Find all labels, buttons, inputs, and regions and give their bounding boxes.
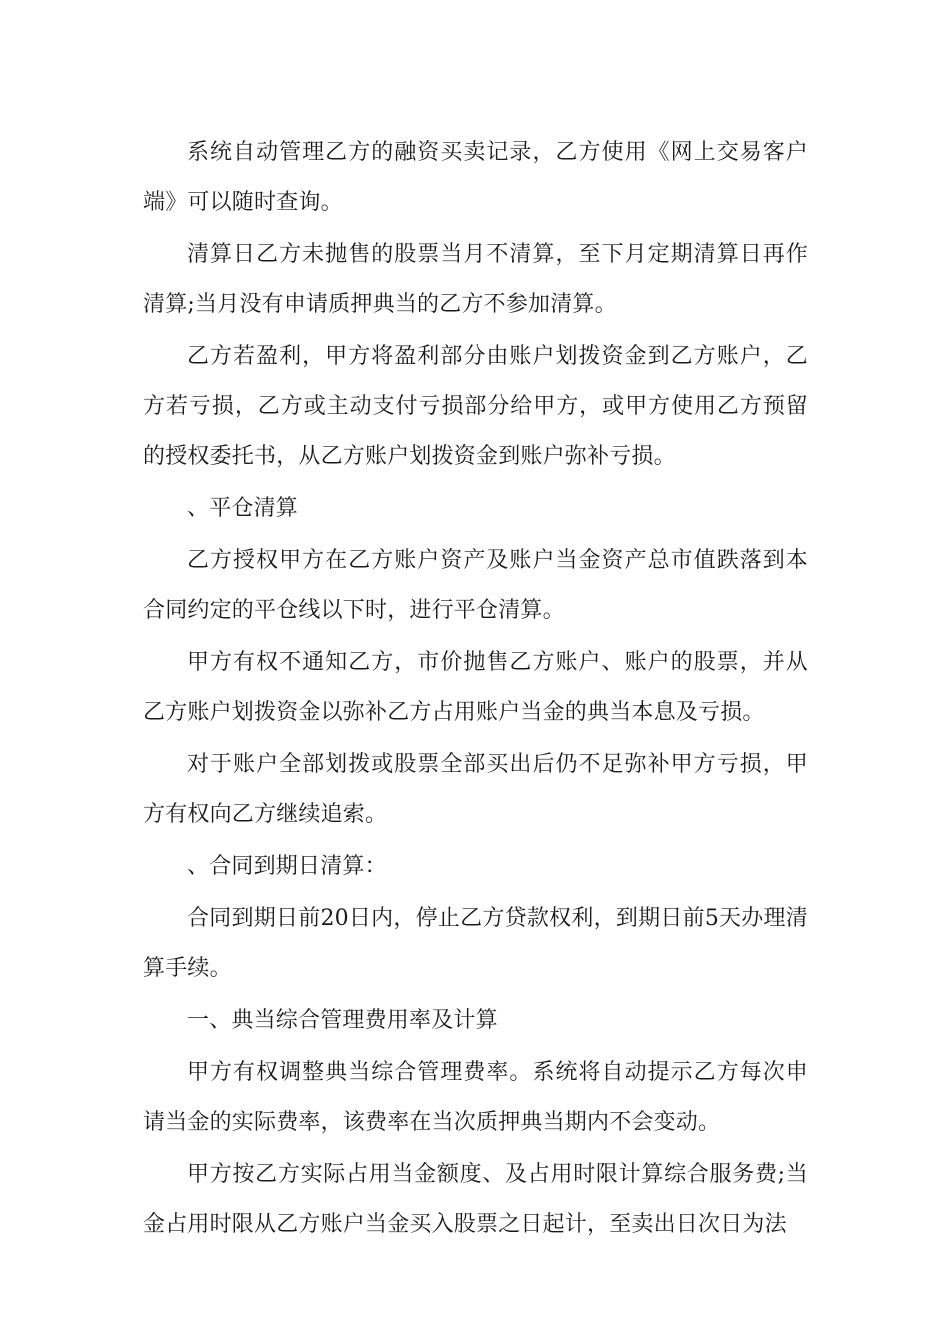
document-body [143, 128, 808, 1252]
section-heading-maturity: 、合同到期日清算： [187, 854, 387, 879]
paragraph-market-sale: 甲方有权不通知乙方，市价抛售乙方账户、账户的股票，并从乙方账户划拨资金以弥补乙方占用账户当金的典当本息及亏损。 [143, 650, 808, 725]
paragraph-settlement-day: 清算日乙方未抛售的股票当月不清算，至下月定期清算日再作清算;当月没有申请质押典当的乙方不参加清算。 [143, 242, 808, 317]
paragraph-recourse: 对于账户全部划拨或股票全部买出后仍不足弥补甲方亏损，甲方有权向乙方继续追索。 [143, 752, 808, 827]
paragraph-liquidation-authorization: 乙方授权甲方在乙方账户资产及账户当金资产总市值跌落到本合同约定的平仓线以下时，进行平仓清算。 [143, 548, 808, 623]
paragraph-profit-loss: 乙方若盈利，甲方将盈利部分由账户划拨资金到乙方账户，乙方若亏损，乙方或主动支付亏损部分给甲方，或甲方使用乙方预留的授权委托书，从乙方账户划拨资金到账户弥补亏损。 [143, 344, 808, 469]
paragraph-fee-calculation: 甲方按乙方实际占用当金额度、及占用时限计算综合服务费;当金占用时限从乙方账户当金买入股票之日起计，至卖出日次日为法 [143, 1162, 808, 1237]
section-heading-fee-rate: 一、典当综合管理费用率及计算 [187, 1008, 498, 1033]
section-heading-liquidation: 、平仓清算 [187, 496, 299, 521]
paragraph-fee-adjustment: 甲方有权调整典当综合管理费率。系统将自动提示乙方每次申请当金的实际费率，该费率在当次质押典当期内不会变动。 [143, 1060, 808, 1135]
paragraph-maturity-procedure: 合同到期日前20日内，停止乙方贷款权利，到期日前5天办理清算手续。 [143, 906, 808, 981]
paragraph-system-records: 系统自动管理乙方的融资买卖记录，乙方使用《网上交易客户端》可以随时查询。 [143, 140, 808, 215]
